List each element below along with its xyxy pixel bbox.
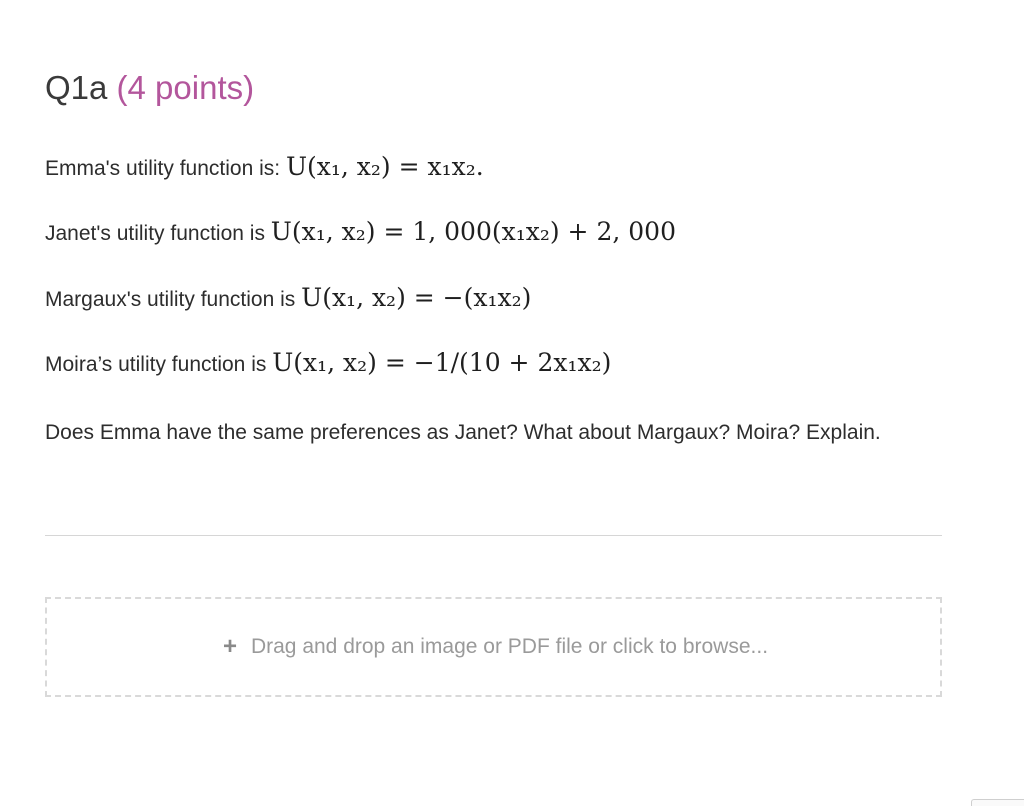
question-prompt: Does Emma have the same preferences as Janet? What about Margaux? Moira? Explain. (45, 421, 881, 444)
statement-text: Moira’s utility function is (45, 353, 267, 376)
statement-text: Emma's utility function is: (45, 157, 281, 180)
statement-emma (45, 152, 484, 184)
question-id: Q1a (45, 69, 108, 106)
statement-text: Margaux's utility function is (45, 288, 296, 311)
question-points: (4 points) (116, 69, 255, 106)
statement-math: U(x₁, x₂) = 1, 000(x₁x₂) + 2, 000 (270, 217, 676, 246)
statement-math: U(x₁, x₂) = −1/(10 + 2x₁x₂) (272, 348, 612, 377)
file-upload-dropzone[interactable] (45, 597, 942, 697)
divider (45, 535, 942, 536)
question-block (45, 66, 942, 660)
statement-margaux (45, 283, 531, 315)
plus-icon: + (222, 633, 237, 660)
statement-math: U(x₁, x₂) = −(x₁x₂) (301, 283, 532, 312)
statement-moira (45, 348, 611, 380)
statement-math: U(x₁, x₂) = x₁x₂. (285, 152, 484, 181)
upload-label: Drag and drop an image or PDF file or click to browse... (250, 635, 769, 658)
corner-tab[interactable] (971, 799, 1024, 806)
question-title (45, 66, 942, 110)
statement-text: Janet's utility function is (45, 222, 265, 245)
statement-janet (45, 217, 676, 249)
